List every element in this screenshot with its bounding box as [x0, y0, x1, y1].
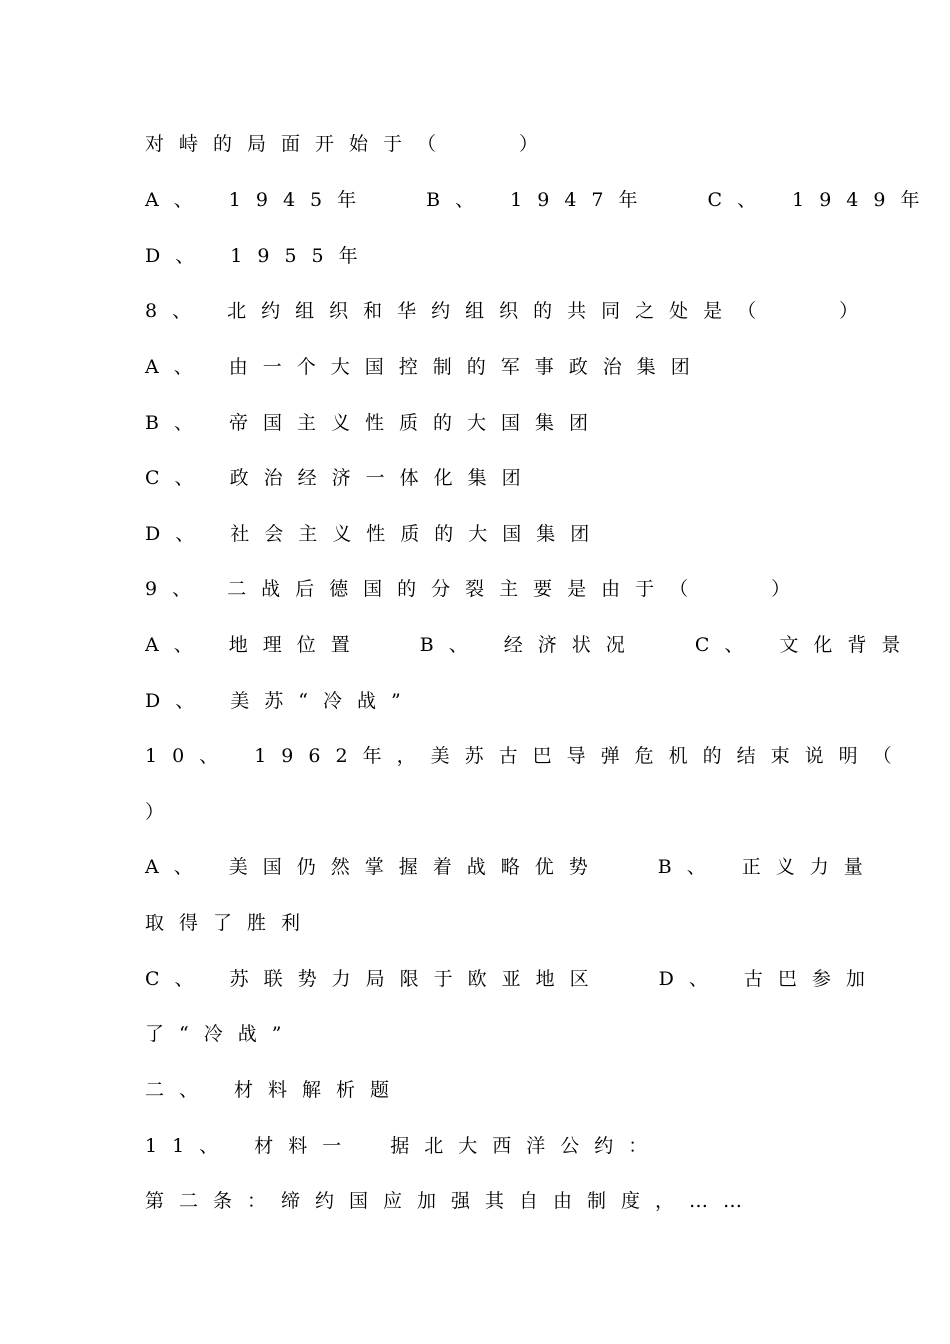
text-line-8: D、 社会主义性质的大国集团 [145, 523, 605, 545]
text-line-5: A、 由一个大国控制的军事政治集团 [145, 356, 705, 378]
text-line-7: C、 政治经济一体化集团 [145, 467, 536, 489]
text-line-2: A、 1945年 B、 1947年 C、 1949年 [145, 189, 935, 211]
text-line-13: ） [145, 801, 180, 823]
text-line-19: 11、 材料一 据北大西洋公约： [145, 1135, 663, 1157]
text-line-15: 取得了胜利 [145, 912, 316, 934]
text-line-9: 9、 二战后德国的分裂主要是由于（ ） [145, 578, 806, 600]
text-line-12: 10、 1962年，美苏古巴导弹危机的结束说明（ [145, 745, 907, 767]
text-line-4: 8、 北约组织和华约组织的共同之处是（ ） [145, 300, 874, 322]
text-line-14: A、 美国仍然掌握着战略优势 B、 正义力量 [145, 856, 878, 878]
text-line-16: C、 苏联势力局限于欧亚地区 D、 古巴参加 [145, 968, 880, 990]
text-line-11: D、 美苏“冷战” [145, 690, 416, 712]
text-line-6: B、 帝国主义性质的大国集团 [145, 412, 604, 434]
text-line-10: A、 地理位置 B、 经济状况 C、 文化背景 [145, 634, 916, 656]
text-line-20: 第二条：缔约国应加强其自由制度，…… [145, 1190, 758, 1212]
text-line-3: D、 1955年 [145, 245, 373, 267]
text-line-1: 对峙的局面开始于（ ） [145, 133, 554, 155]
text-line-18: 二、 材料解析题 [145, 1079, 405, 1101]
text-line-17: 了“冷战” [145, 1023, 297, 1045]
